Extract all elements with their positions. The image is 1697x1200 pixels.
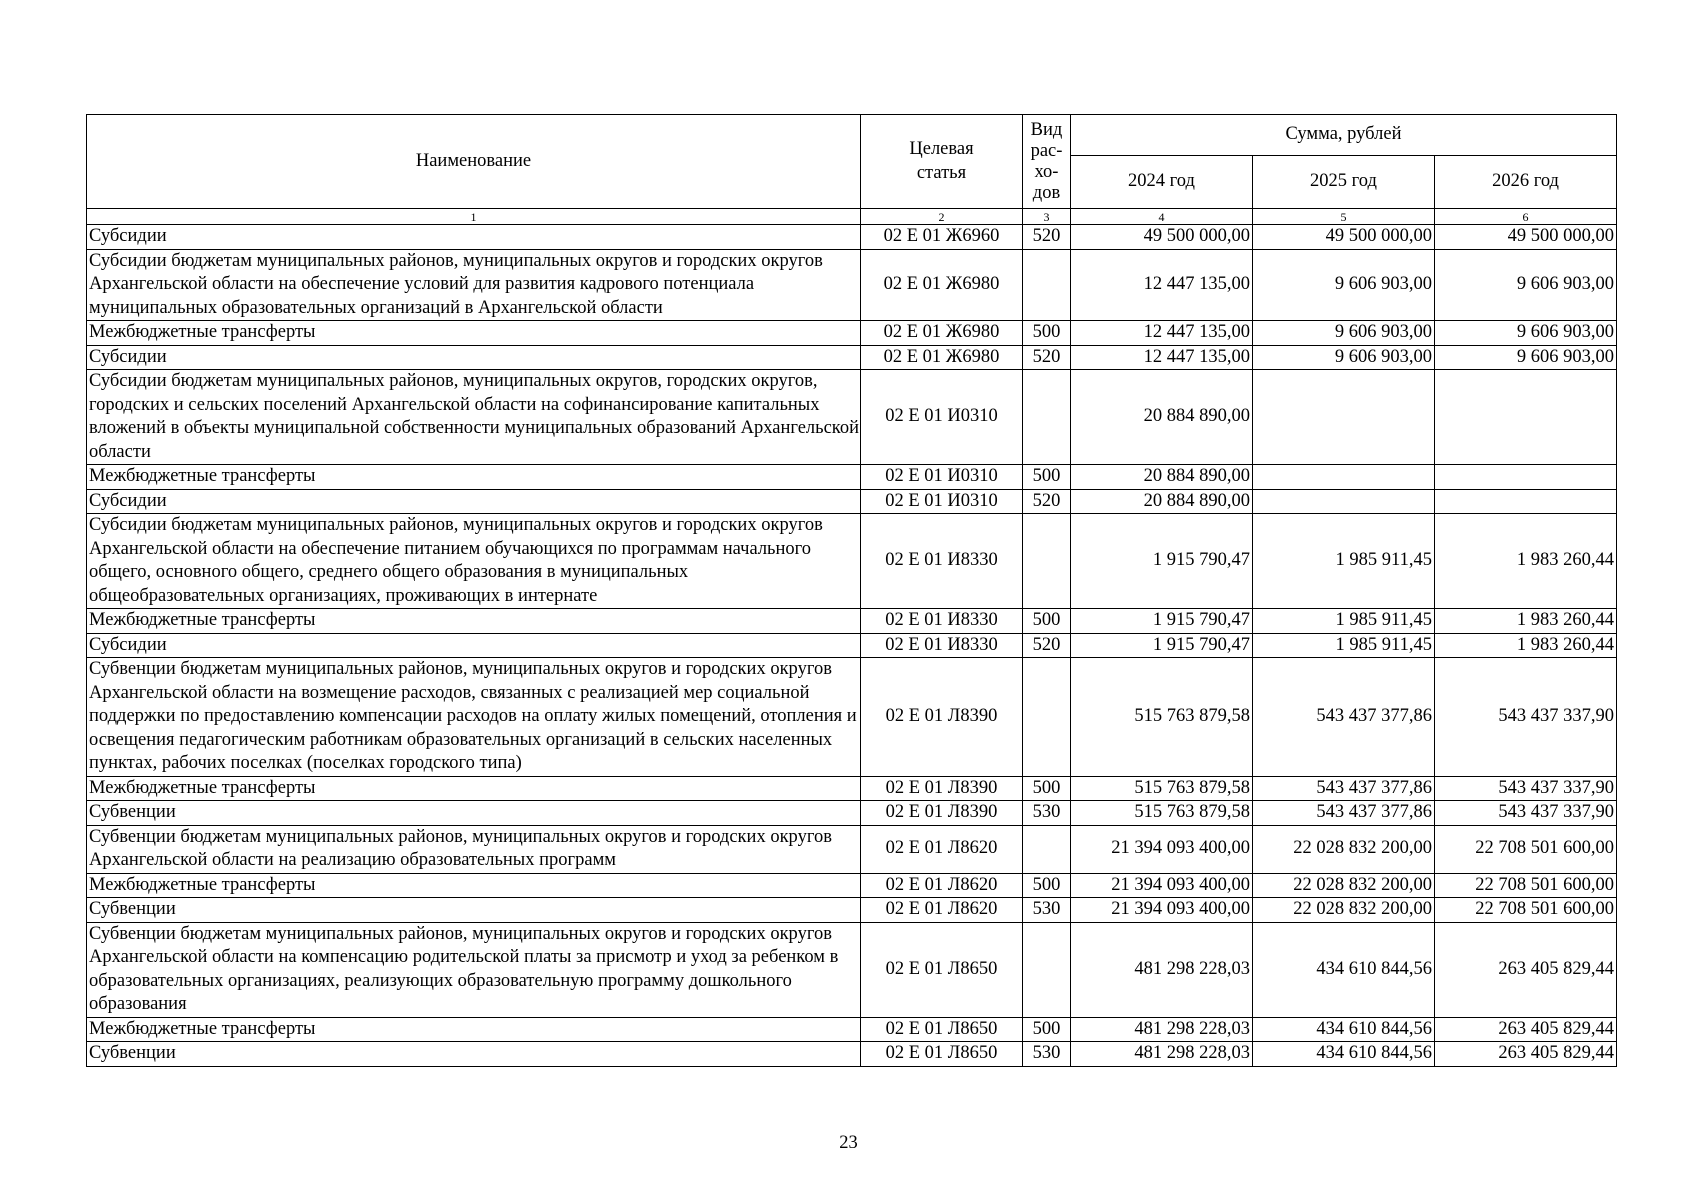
row-target-code: 02 Е 01 Л8390 xyxy=(861,658,1023,777)
column-number: 5 xyxy=(1253,209,1435,225)
row-amount-2024: 21 394 093 400,00 xyxy=(1071,898,1253,923)
header-target-article xyxy=(861,115,1023,209)
row-amount-2025: 22 028 832 200,00 xyxy=(1253,873,1435,898)
row-amount-2024: 1 915 790,47 xyxy=(1071,633,1253,658)
row-expense-kind: 520 xyxy=(1023,633,1071,658)
row-expense-kind: 530 xyxy=(1023,801,1071,826)
row-name: Субвенции xyxy=(87,801,861,826)
table-row xyxy=(87,801,1617,826)
row-amount-2026: 543 437 337,90 xyxy=(1435,776,1617,801)
row-amount-2024: 481 298 228,03 xyxy=(1071,1017,1253,1042)
row-target-code: 02 Е 01 Ж6980 xyxy=(861,345,1023,370)
row-amount-2026: 1 983 260,44 xyxy=(1435,609,1617,634)
row-amount-2024: 20 884 890,00 xyxy=(1071,465,1253,490)
row-amount-2025: 9 606 903,00 xyxy=(1253,321,1435,346)
table-row xyxy=(87,873,1617,898)
row-target-code: 02 Е 01 Л8620 xyxy=(861,898,1023,923)
row-target-code: 02 Е 01 Л8620 xyxy=(861,873,1023,898)
row-amount-2026 xyxy=(1435,465,1617,490)
row-expense-kind xyxy=(1023,922,1071,1017)
row-name: Субвенции xyxy=(87,1042,861,1067)
row-amount-2025: 9 606 903,00 xyxy=(1253,345,1435,370)
row-name: Субсидии xyxy=(87,225,861,250)
row-amount-2024: 21 394 093 400,00 xyxy=(1071,825,1253,873)
row-amount-2024: 21 394 093 400,00 xyxy=(1071,873,1253,898)
row-name: Межбюджетные трансферты xyxy=(87,1017,861,1042)
row-target-code: 02 Е 01 И8330 xyxy=(861,633,1023,658)
row-name: Межбюджетные трансферты xyxy=(87,873,861,898)
row-amount-2026: 22 708 501 600,00 xyxy=(1435,825,1617,873)
row-name: Субсидии бюджетам муниципальных районов, муниципальных округов, городских округов, городских и сельских поселений Архангельской области на софинансирование капитальных вложений в объекты муниципальной собственности муниципальных образований Архангельской области xyxy=(87,370,861,465)
column-number: 1 xyxy=(87,209,861,225)
row-amount-2025: 1 985 911,45 xyxy=(1253,609,1435,634)
header-year-2024: 2024 год xyxy=(1071,156,1253,209)
row-expense-kind: 530 xyxy=(1023,898,1071,923)
row-amount-2025: 543 437 377,86 xyxy=(1253,658,1435,777)
row-amount-2025: 9 606 903,00 xyxy=(1253,249,1435,321)
row-amount-2026: 22 708 501 600,00 xyxy=(1435,898,1617,923)
row-amount-2024: 12 447 135,00 xyxy=(1071,321,1253,346)
row-amount-2026: 1 983 260,44 xyxy=(1435,514,1617,609)
row-target-code: 02 Е 01 Л8650 xyxy=(861,922,1023,1017)
row-expense-kind: 520 xyxy=(1023,345,1071,370)
row-amount-2025 xyxy=(1253,370,1435,465)
row-amount-2026 xyxy=(1435,370,1617,465)
column-number: 3 xyxy=(1023,209,1071,225)
row-expense-kind xyxy=(1023,249,1071,321)
row-name: Субсидии xyxy=(87,489,861,514)
row-amount-2024: 1 915 790,47 xyxy=(1071,514,1253,609)
header-target-line1: Целевая xyxy=(909,139,974,159)
row-amount-2025: 434 610 844,56 xyxy=(1253,1017,1435,1042)
row-amount-2026: 263 405 829,44 xyxy=(1435,922,1617,1017)
row-name: Субвенции бюджетам муниципальных районов, муниципальных округов и городских округов Архангельской области на компенсацию родительской платы за присмотр и уход за ребенком в образовательных организациях, реализующих образовательную программу дошкольного образования xyxy=(87,922,861,1017)
row-amount-2026: 9 606 903,00 xyxy=(1435,321,1617,346)
column-number: 6 xyxy=(1435,209,1617,225)
row-target-code: 02 Е 01 Л8620 xyxy=(861,825,1023,873)
row-amount-2024: 20 884 890,00 xyxy=(1071,370,1253,465)
row-amount-2025: 434 610 844,56 xyxy=(1253,922,1435,1017)
table-row xyxy=(87,1042,1617,1067)
table-row xyxy=(87,609,1617,634)
row-name: Субсидии xyxy=(87,633,861,658)
row-amount-2025: 22 028 832 200,00 xyxy=(1253,898,1435,923)
row-name: Межбюджетные трансферты xyxy=(87,776,861,801)
table-body xyxy=(87,225,1617,1067)
row-expense-kind: 520 xyxy=(1023,225,1071,250)
row-target-code: 02 Е 01 Ж6980 xyxy=(861,321,1023,346)
table-row xyxy=(87,776,1617,801)
row-amount-2026: 49 500 000,00 xyxy=(1435,225,1617,250)
row-amount-2026: 543 437 337,90 xyxy=(1435,658,1617,777)
row-amount-2026: 9 606 903,00 xyxy=(1435,249,1617,321)
row-amount-2025: 543 437 377,86 xyxy=(1253,776,1435,801)
row-amount-2025: 1 985 911,45 xyxy=(1253,514,1435,609)
column-number: 4 xyxy=(1071,209,1253,225)
table-header xyxy=(87,115,1617,225)
header-year-2025: 2025 год xyxy=(1253,156,1435,209)
row-expense-kind xyxy=(1023,825,1071,873)
row-amount-2024: 515 763 879,58 xyxy=(1071,776,1253,801)
table-row xyxy=(87,321,1617,346)
row-expense-kind xyxy=(1023,370,1071,465)
row-expense-kind: 520 xyxy=(1023,489,1071,514)
row-amount-2026 xyxy=(1435,489,1617,514)
header-target-line2: статья xyxy=(916,162,967,183)
table-row xyxy=(87,633,1617,658)
row-target-code: 02 Е 01 Ж6960 xyxy=(861,225,1023,250)
row-amount-2024: 481 298 228,03 xyxy=(1071,1042,1253,1067)
budget-table xyxy=(86,114,1617,1067)
table-row xyxy=(87,345,1617,370)
row-expense-kind xyxy=(1023,658,1071,777)
row-amount-2026: 543 437 337,90 xyxy=(1435,801,1617,826)
table-row xyxy=(87,465,1617,490)
row-amount-2024: 515 763 879,58 xyxy=(1071,801,1253,826)
table-row xyxy=(87,225,1617,250)
row-name: Субсидии бюджетам муниципальных районов, муниципальных округов и городских округов Архангельской области на обеспечение условий для развития кадрового потенциала муниципальных образовательных организаций в Архангельской области xyxy=(87,249,861,321)
row-expense-kind: 500 xyxy=(1023,873,1071,898)
row-name: Субвенции бюджетам муниципальных районов, муниципальных округов и городских округов Архангельской области на реализацию образовательных программ xyxy=(87,825,861,873)
row-amount-2024: 12 447 135,00 xyxy=(1071,249,1253,321)
table-row xyxy=(87,489,1617,514)
row-expense-kind: 500 xyxy=(1023,1017,1071,1042)
row-amount-2026: 263 405 829,44 xyxy=(1435,1017,1617,1042)
row-target-code: 02 Е 01 Л8390 xyxy=(861,801,1023,826)
header-year-2026: 2026 год xyxy=(1435,156,1617,209)
table-row xyxy=(87,922,1617,1017)
row-name: Межбюджетные трансферты xyxy=(87,321,861,346)
row-amount-2025: 543 437 377,86 xyxy=(1253,801,1435,826)
row-amount-2024: 481 298 228,03 xyxy=(1071,922,1253,1017)
table-row xyxy=(87,370,1617,465)
row-amount-2024: 49 500 000,00 xyxy=(1071,225,1253,250)
row-amount-2026: 1 983 260,44 xyxy=(1435,633,1617,658)
row-expense-kind: 500 xyxy=(1023,465,1071,490)
column-number-row xyxy=(87,209,1617,225)
row-amount-2025 xyxy=(1253,465,1435,490)
table-row xyxy=(87,658,1617,777)
header-expense-kind xyxy=(1023,115,1071,209)
table-row xyxy=(87,1017,1617,1042)
row-amount-2025: 434 610 844,56 xyxy=(1253,1042,1435,1067)
row-amount-2025 xyxy=(1253,489,1435,514)
table-row xyxy=(87,514,1617,609)
row-amount-2024: 12 447 135,00 xyxy=(1071,345,1253,370)
row-name: Субсидии бюджетам муниципальных районов, муниципальных округов и городских округов Архангельской области на обеспечение питанием обучающихся по программам начального общего, основного общего, среднего общего образования в муниципальных общеобразовательных организациях, проживающих в интернате xyxy=(87,514,861,609)
row-target-code: 02 Е 01 И0310 xyxy=(861,370,1023,465)
row-amount-2024: 515 763 879,58 xyxy=(1071,658,1253,777)
row-target-code: 02 Е 01 И0310 xyxy=(861,465,1023,490)
row-name: Межбюджетные трансферты xyxy=(87,465,861,490)
column-number: 2 xyxy=(861,209,1023,225)
row-amount-2026: 22 708 501 600,00 xyxy=(1435,873,1617,898)
row-expense-kind: 530 xyxy=(1023,1042,1071,1067)
table-row xyxy=(87,898,1617,923)
row-amount-2026: 9 606 903,00 xyxy=(1435,345,1617,370)
row-amount-2025: 1 985 911,45 xyxy=(1253,633,1435,658)
row-amount-2026: 263 405 829,44 xyxy=(1435,1042,1617,1067)
header-kind-line1: Вид xyxy=(1030,119,1063,140)
row-amount-2024: 20 884 890,00 xyxy=(1071,489,1253,514)
row-name: Субсидии xyxy=(87,345,861,370)
page-number: 23 xyxy=(839,1133,858,1153)
row-target-code: 02 Е 01 И0310 xyxy=(861,489,1023,514)
row-name: Субвенции бюджетам муниципальных районов, муниципальных округов и городских округов Архангельской области на возмещение расходов, связанных с реализацией мер социальной поддержки по предоставлению компенсации расходов на оплату жилых помещений, отопления и освещения педагогическим работникам образовательных организаций в сельских населенных пунктах, рабочих поселках (поселках городского типа) xyxy=(87,658,861,777)
row-name: Субвенции xyxy=(87,898,861,923)
row-expense-kind: 500 xyxy=(1023,776,1071,801)
header-kind-line4: дов xyxy=(1032,182,1061,203)
row-expense-kind: 500 xyxy=(1023,609,1071,634)
row-expense-kind: 500 xyxy=(1023,321,1071,346)
row-target-code: 02 Е 01 Л8390 xyxy=(861,776,1023,801)
row-expense-kind xyxy=(1023,514,1071,609)
row-amount-2025: 49 500 000,00 xyxy=(1253,225,1435,250)
row-target-code: 02 Е 01 И8330 xyxy=(861,609,1023,634)
header-kind-line2: рас- xyxy=(1030,140,1063,161)
row-amount-2025: 22 028 832 200,00 xyxy=(1253,825,1435,873)
header-kind-line3: хо- xyxy=(1034,161,1059,182)
row-amount-2024: 1 915 790,47 xyxy=(1071,609,1253,634)
table-row xyxy=(87,825,1617,873)
row-name: Межбюджетные трансферты xyxy=(87,609,861,634)
row-target-code: 02 Е 01 Л8650 xyxy=(861,1042,1023,1067)
row-target-code: 02 Е 01 Л8650 xyxy=(861,1017,1023,1042)
table-row xyxy=(87,249,1617,321)
header-sum: Сумма, рублей xyxy=(1071,115,1617,156)
row-target-code: 02 Е 01 И8330 xyxy=(861,514,1023,609)
row-target-code: 02 Е 01 Ж6980 xyxy=(861,249,1023,321)
header-name: Наименование xyxy=(87,115,861,209)
